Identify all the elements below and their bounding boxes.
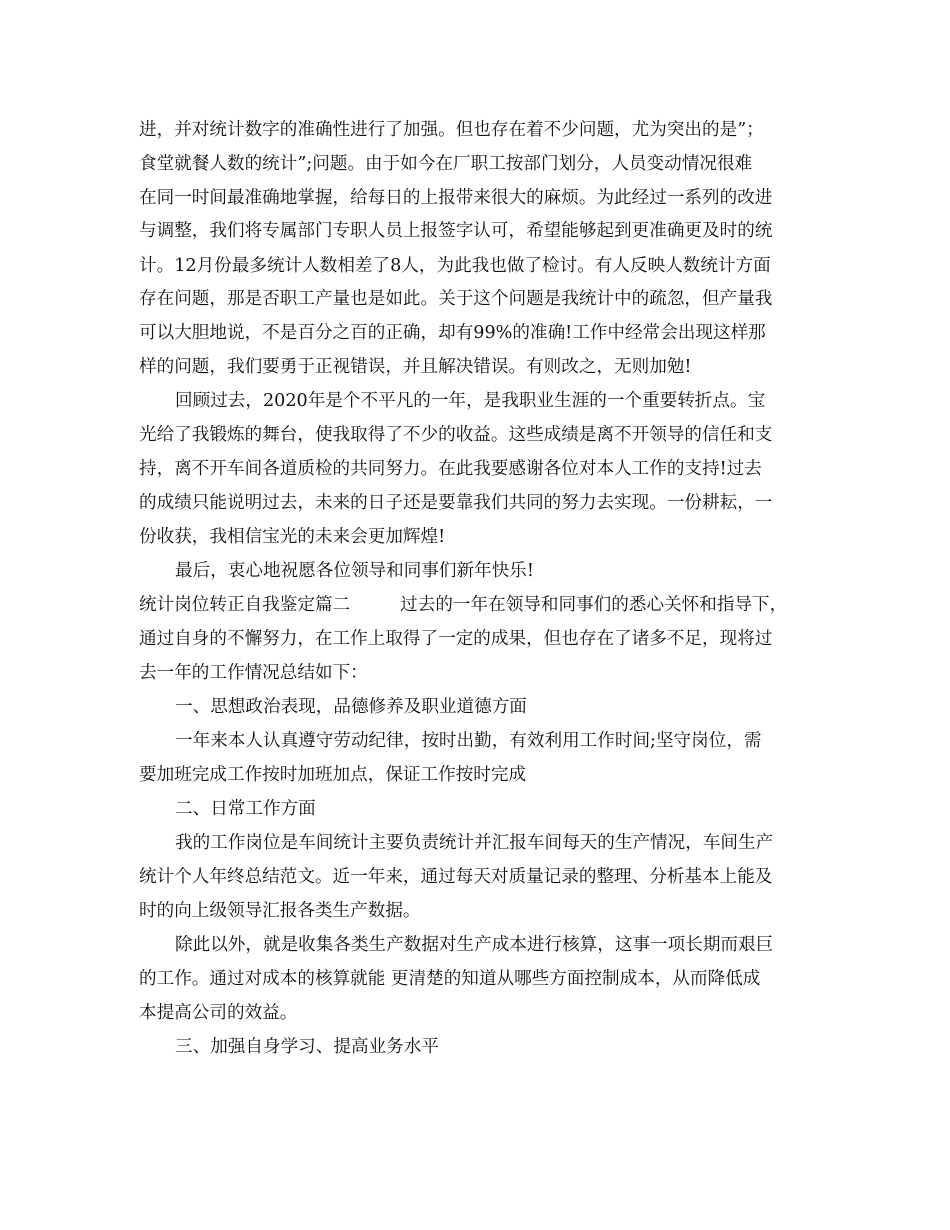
text-line: 存在问题，那是否职工产量也是如此。关于这个问题是我统计中的疏忽，但产量我 [139, 289, 773, 309]
text-line: 最后，衷心地祝愿各位领导和同事们新年快乐! [175, 561, 534, 581]
text-line: 时的向上级领导汇报各类生产数据。 [139, 901, 421, 921]
section-title: 统计岗位转正自我鉴定篇二 [139, 595, 351, 615]
text-line: 在同一时间最准确地掌握，给每日的上报带来很大的麻烦。为此经过一系列的改进 [139, 188, 773, 208]
section-heading: 一、思想政治表现，品德修养及职业道德方面 [175, 697, 527, 717]
text-line: 食堂就餐人数的统计”;问题。由于如今在厂职工按部门划分，人员变动情况很难 [139, 154, 753, 174]
text-line: 可以大胆地说，不是百分之百的正确，却有99%的准确!工作中经常会出现这样那 [139, 323, 766, 343]
text-line: 通过自身的不懈努力，在工作上取得了一定的成果，但也存在了诸多不足，现将过 [139, 629, 773, 649]
text-line: 去一年的工作情况总结如下： [139, 663, 368, 683]
text-line: 的工作。通过对成本的核算就能 更清楚的知道从哪些方面控制成本，从而降低成 [139, 969, 761, 989]
text-line: 份收获，我相信宝光的未来会更加辉煌! [139, 527, 446, 547]
text-line: 回顾过去，2020年是个不平凡的一年，是我职业生涯的一个重要转折点。宝 [175, 391, 766, 411]
text-segment: 过去的一年在领导和同事们的悉心关怀和指导下， [400, 595, 788, 615]
text-line: 样的问题，我们要勇于正视错误，并且解决错误。有则改之，无则加勉! [139, 357, 692, 377]
text-line: 本提高公司的效益。 [139, 1003, 298, 1023]
text-line: 统计个人年终总结范文。近一年来，通过每天对质量记录的整理、分析基本上能及 [139, 867, 773, 887]
text-line: 我的工作岗位是车间统计主要负责统计并汇报车间每天的生产情况，车间生产 [175, 833, 774, 853]
text-line: 持，离不开车间各道质检的共同努力。在此我要感谢各位对本人工作的支持!过去 [139, 459, 762, 479]
text-line [139, 590, 787, 620]
text-line: 与调整，我们将专属部门专职人员上报签字认可，希望能够起到更准确更及时的统 [139, 221, 773, 241]
section-heading: 二、日常工作方面 [175, 799, 316, 819]
text-line: 进，并对统计数字的准确性进行了加强。但也存在着不少问题，尤为突出的是”； [139, 120, 764, 140]
text-line: 要加班完成工作按时加班加点，保证工作按时完成 [139, 765, 527, 785]
text-line: 的成绩只能说明过去，未来的日子还是要靠我们共同的努力去实现。一份耕耘，一 [139, 493, 773, 513]
text-line: 计。12月份最多统计人数相差了8人，为此我也做了检讨。有人反映人数统计方面 [139, 256, 771, 276]
section-heading: 三、加强自身学习、提高业务水平 [175, 1037, 439, 1057]
text-line: 除此以外，就是收集各类生产数据对生产成本进行核算，这事一项长期而艰巨 [175, 935, 774, 955]
text-line: 光给了我锻炼的舞台，使我取得了不少的收益。这些成绩是离不开领导的信任和支 [139, 425, 773, 445]
text-line: 一年来本人认真遵守劳动纪律，按时出勤，有效利用工作时间;坚守岗位，需 [175, 731, 762, 751]
